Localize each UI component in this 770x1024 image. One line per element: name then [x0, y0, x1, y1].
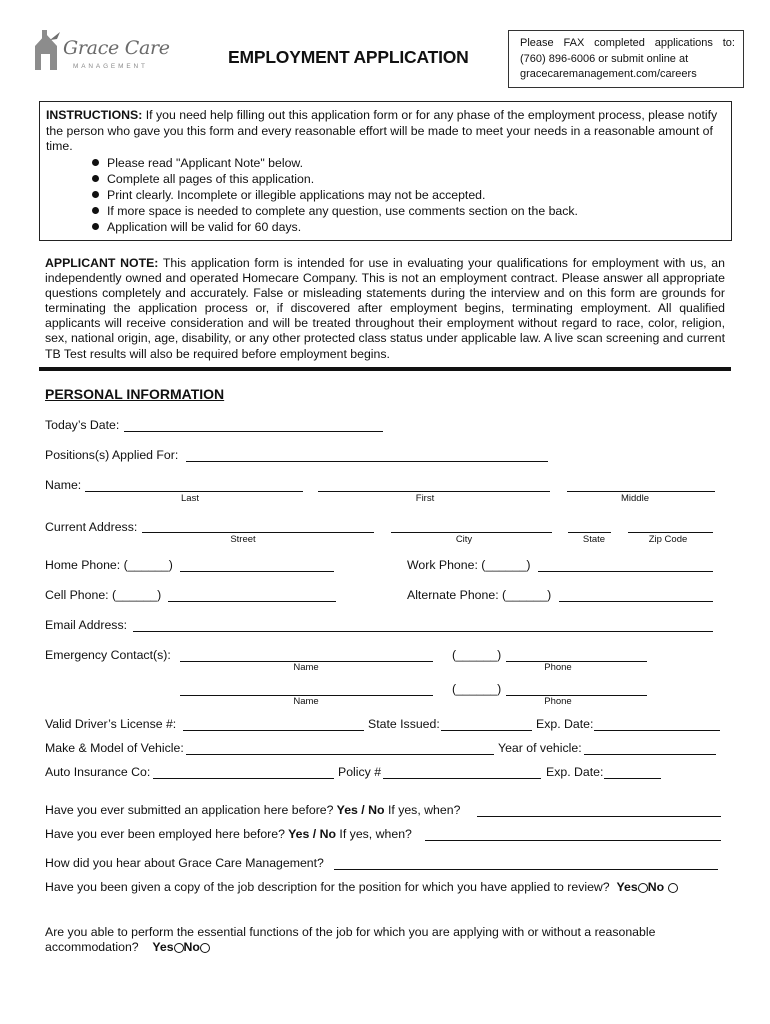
license-exp-date-label: Exp. Date: — [536, 717, 594, 731]
todays-date-field[interactable] — [124, 431, 383, 432]
home-phone-field[interactable] — [180, 571, 334, 572]
state-issued-label: State Issued: — [368, 717, 440, 731]
state-field[interactable] — [568, 532, 611, 533]
todays-date-label: Today’s Date: — [45, 418, 120, 432]
question-essential-functions-end: accommodation? — [45, 940, 139, 954]
careers-url[interactable]: gracecaremanagement.com/careers — [520, 68, 697, 80]
applied-before-when-field[interactable] — [477, 816, 721, 817]
instructions-box — [39, 101, 732, 241]
insurance-exp-date-label: Exp. Date: — [546, 765, 604, 779]
no-label: No — [647, 880, 665, 894]
alternate-phone-label: Alternate Phone: (______) — [407, 588, 552, 602]
zip-caption: Zip Code — [648, 534, 688, 545]
auto-insurance-field[interactable] — [153, 778, 334, 779]
if-yes-when-label: If yes, when? — [336, 827, 412, 841]
applicant-note-heading: APPLICANT NOTE: — [45, 256, 159, 270]
last-name-caption: Last — [181, 493, 199, 504]
instruction-item: Print clearly. Incomplete or illegible applications may not be accepted. — [92, 187, 725, 203]
drivers-license-label: Valid Driver’s License #: — [45, 717, 177, 731]
house-logo-icon — [33, 28, 63, 72]
emergency-phone-paren-2: (______) — [452, 682, 502, 696]
drivers-license-field[interactable] — [183, 730, 364, 731]
city-field[interactable] — [391, 532, 552, 533]
cell-phone-label: Cell Phone: (______) — [45, 588, 162, 602]
fax-instructions-box — [508, 30, 744, 88]
fax-word-to: to: — [722, 37, 735, 49]
question-how-heard: How did you hear about Grace Care Management? — [45, 856, 324, 870]
question-applied-before — [45, 803, 460, 817]
auto-insurance-label: Auto Insurance Co: — [45, 765, 151, 779]
work-phone-label: Work Phone: (______) — [407, 558, 531, 572]
yes-label: Yes — [152, 940, 174, 954]
first-name-field[interactable] — [318, 491, 550, 492]
how-heard-field[interactable] — [334, 869, 718, 870]
instructions-body: If you need help filling out this application form or for any phase of the employment process, please notify the person who gave you this form and every reasonable effort will be made to meet your needs in a reasonable amount of time. — [46, 108, 718, 153]
emergency-phone-caption-2: Phone — [544, 696, 572, 707]
first-name-caption: First — [415, 493, 435, 504]
last-name-field[interactable] — [85, 491, 303, 492]
fax-number: (760) 896-6006 or submit online at — [520, 52, 689, 65]
middle-name-caption: Middle — [621, 493, 649, 504]
yes-radio[interactable] — [174, 943, 184, 953]
cell-phone-field[interactable] — [168, 601, 336, 602]
emergency-phone-caption-1: Phone — [544, 662, 572, 673]
instructions-list — [46, 155, 725, 235]
question-essential-functions — [45, 925, 735, 955]
email-label: Email Address: — [45, 618, 128, 632]
page-title: EMPLOYMENT APPLICATION — [228, 47, 469, 67]
zip-field[interactable] — [628, 532, 713, 533]
city-caption: City — [455, 534, 473, 545]
applicant-note-body: This application form is intended for use in evaluating your qualifications for employment with us, an independently owned and operated Homecare Company. This is not an employment contract. Please answer all appropriate questions completely and accurately. False or misleading statements during the interview and on this form are grounds for terminating the application process or, if discovered after employment begins, terminating employment. All qualified applicants will receive consideration and will be treated throughout their employment without regard to race, color, religion, sex, national origin, age, disability, or any other protected class status under applicable law. A live scan screening and current TB Test results will also be required before employment begins. — [45, 256, 725, 361]
policy-label: Policy # — [338, 765, 382, 779]
vehicle-field[interactable] — [186, 754, 494, 755]
question-employed-before — [45, 827, 412, 841]
work-phone-field[interactable] — [538, 571, 713, 572]
positions-label: Positions(s) Applied For: — [45, 448, 179, 462]
vehicle-year-field[interactable] — [584, 754, 716, 755]
emergency-name-caption-2: Name — [293, 696, 319, 707]
personal-info-heading: PERSONAL INFORMATION — [45, 386, 225, 402]
applicant-note — [45, 256, 725, 362]
home-phone-label: Home Phone: (______) — [45, 558, 173, 572]
insurance-exp-date-field[interactable] — [604, 778, 661, 779]
name-label: Name: — [45, 478, 82, 492]
emergency-phone-paren-1: (______) — [452, 648, 502, 662]
section-divider — [39, 367, 731, 371]
no-radio[interactable] — [668, 883, 678, 893]
no-label: No — [183, 940, 200, 954]
fax-word-applications: applications — [654, 37, 713, 49]
question-essential-functions-text: Are you able to perform the essential functions of the job for which you are applying with or without a reasonable — [45, 925, 656, 939]
question-employed-before-text: Have you ever been employed here before? — [45, 827, 285, 841]
emergency-name-caption-1: Name — [293, 662, 319, 673]
fax-word-completed: completed — [594, 37, 645, 49]
question-job-description — [45, 880, 678, 894]
street-field[interactable] — [142, 532, 374, 533]
address-label: Current Address: — [45, 520, 138, 534]
state-caption: State — [582, 534, 606, 545]
fax-word-please: Please — [520, 37, 554, 49]
instruction-item: Application will be valid for 60 days. — [92, 219, 725, 235]
company-logo — [33, 28, 173, 78]
question-applied-before-text: Have you ever submitted an application here before? — [45, 803, 334, 817]
instruction-item: Please read "Applicant Note" below. — [92, 155, 725, 171]
email-field[interactable] — [133, 631, 713, 632]
street-caption: Street — [230, 534, 256, 545]
state-issued-field[interactable] — [441, 730, 532, 731]
alternate-phone-field[interactable] — [559, 601, 713, 602]
yes-label: Yes — [616, 880, 638, 894]
logo-name: Grace Care — [63, 37, 170, 59]
instruction-item: If more space is needed to complete any question, use comments section on the back. — [92, 203, 725, 219]
logo-subtitle: MANAGEMENT — [73, 63, 148, 70]
question-essential-functions-line2 — [45, 940, 735, 955]
fax-word-fax: FAX — [563, 37, 585, 49]
instruction-item: Complete all pages of this application. — [92, 171, 725, 187]
license-exp-date-field[interactable] — [594, 730, 720, 731]
positions-field[interactable] — [186, 461, 548, 462]
middle-name-field[interactable] — [567, 491, 715, 492]
if-yes-when-label: If yes, when? — [384, 803, 461, 817]
yes-radio[interactable] — [638, 883, 648, 893]
emergency-contact-label: Emergency Contact(s): — [45, 648, 171, 662]
instructions-text — [46, 108, 725, 155]
no-radio[interactable] — [200, 943, 210, 953]
yes-no-option[interactable]: Yes / No — [333, 803, 385, 817]
employed-before-when-field[interactable] — [425, 840, 721, 841]
question-job-description-text: Have you been given a copy of the job description for the position for which you have applied to review? — [45, 880, 610, 894]
vehicle-year-label: Year of vehicle: — [498, 741, 582, 755]
yes-no-option[interactable]: Yes / No — [284, 827, 336, 841]
policy-field[interactable] — [383, 778, 541, 779]
instructions-heading: INSTRUCTIONS: — [46, 108, 143, 122]
vehicle-label: Make & Model of Vehicle: — [45, 741, 184, 755]
